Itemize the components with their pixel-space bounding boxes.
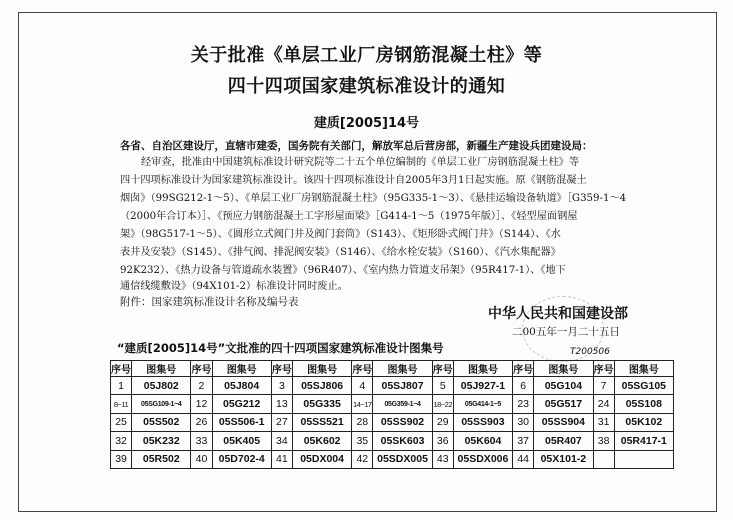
handwritten-mark: T200506 [570, 347, 610, 357]
set-number-cell: 42 [352, 450, 373, 468]
set-code-cell: 05SG105 [614, 377, 673, 395]
header-code: 图集号 [373, 361, 432, 377]
body-line-8: 通信线缆敷设》（94X101-2）标准设计同时废止。 [120, 281, 348, 292]
set-number-cell: 27 [271, 413, 292, 431]
header-no: 序号 [593, 361, 614, 377]
set-number-cell: 5 [432, 377, 453, 395]
header-code: 图集号 [212, 361, 271, 377]
set-number-cell: 18~22 [432, 395, 453, 413]
set-number-cell: 25 [111, 413, 132, 431]
set-number-cell: 39 [111, 450, 132, 468]
set-code-cell: 05SDX006 [453, 450, 512, 468]
set-code-cell: 05K602 [292, 432, 351, 450]
table-row [111, 413, 674, 431]
set-number-cell: 8~11 [111, 395, 132, 413]
set-number-cell: 32 [111, 432, 132, 450]
set-code-cell: 05S506-1 [212, 413, 271, 431]
set-number-cell: 37 [513, 432, 534, 450]
set-code-cell: 05SK603 [373, 432, 432, 450]
table-row [111, 450, 674, 468]
body-line-4: （2000年合订本）］、《预应力钢筋混凝土工字形屋面梁》［G414-1～5（1975年版）］、《轻型屋面钢屋 [120, 211, 578, 222]
set-number-cell: 33 [191, 432, 212, 450]
set-code-cell: 05G104 [534, 377, 593, 395]
set-code-cell: 05J927-1 [453, 377, 512, 395]
set-number-cell: 44 [513, 450, 534, 468]
set-code-cell: 05K232 [132, 432, 191, 450]
signature-organization: 中华人民共和国建设部 [488, 306, 628, 322]
set-code-cell: 05G359-1~4 [373, 395, 432, 413]
notice-title-line-1: 关于批准《单层工业厂房钢筋混凝土柱》等 [190, 45, 543, 66]
header-code: 图集号 [534, 361, 593, 377]
set-number-cell: 12 [191, 395, 212, 413]
set-number-cell: 24 [593, 395, 614, 413]
set-number-cell: 4 [352, 377, 373, 395]
set-code-cell: 05SJ806 [292, 377, 351, 395]
document-number: 建质[2005]14号 [313, 116, 420, 131]
set-code-cell: 05K102 [614, 413, 673, 431]
header-code: 图集号 [132, 361, 191, 377]
addressee-line: 各省、自治区建设厅，直辖市建委，国务院有关部门，解放军总后营房部，新疆生产建设兵团建设局： [120, 140, 593, 152]
set-code-cell: 05S502 [132, 413, 191, 431]
table-row [111, 377, 674, 395]
body-line-2: 四十四项标准设计为国家建筑标准设计。该四十四项标准设计自2005年3月1日起实施。原《钢筋混凝土 [120, 175, 587, 186]
set-number-cell: 1 [111, 377, 132, 395]
set-code-cell: 05D702-4 [212, 450, 271, 468]
set-number-cell: 14~17 [352, 395, 373, 413]
set-number-cell: 2 [191, 377, 212, 395]
table-title: “建质[2005]14号”文批准的四十四项国家建筑标准设计图集号 [117, 341, 444, 355]
set-code-cell: 05S108 [614, 395, 673, 413]
header-no: 序号 [111, 361, 132, 377]
set-number-cell: 38 [593, 432, 614, 450]
set-number-cell: 30 [513, 413, 534, 431]
set-code-cell: 05X101-2 [534, 450, 593, 468]
set-code-cell: 05G212 [212, 395, 271, 413]
set-code-cell: 05G414-1~5 [453, 395, 512, 413]
set-number-cell: 6 [513, 377, 534, 395]
set-code-cell: 05SG109-1~4 [132, 395, 191, 413]
set-number-cell: 29 [432, 413, 453, 431]
set-code-cell: 05SS902 [373, 413, 432, 431]
set-number-cell [593, 450, 614, 468]
set-code-cell: 05SS521 [292, 413, 351, 431]
set-number-cell: 23 [513, 395, 534, 413]
set-code-cell: 05R417-1 [614, 432, 673, 450]
body-line-6: 表井及安装》（S145）、《排气阀、排泥阀安装》（S146）、《给水栓安装》（S160）、《汽水集配器》 [120, 247, 561, 258]
header-code: 图集号 [453, 361, 512, 377]
table-row [111, 395, 674, 413]
set-number-cell: 13 [271, 395, 292, 413]
body-line-3: 烟囱》（99SG212-1～5）、《单层工业厂房钢筋混凝土柱》（95G335-1～3）、《悬挂运输设备轨道》［G359-1～4 [120, 193, 627, 204]
set-code-cell: 05K405 [212, 432, 271, 450]
body-line-7: 92K232）、《热力设备与管道疏水装置》（96R407）、《室内热力管道支吊架》（95R417-1）、《地下 [120, 265, 566, 276]
notice-title-line-2: 四十四项国家建筑标准设计的通知 [227, 76, 506, 97]
signature-date: 二00五年一月二十五日 [512, 326, 620, 338]
set-number-cell: 28 [352, 413, 373, 431]
standard-sets-table [110, 360, 674, 469]
body-line-5: 架》（98G517-1～5）、《圆形立式阀门井及阀门套筒》（S143）、《矩形卧式阀门井》（S144）、《水 [120, 229, 561, 240]
set-code-cell: 05SDX005 [373, 450, 432, 468]
set-number-cell: 7 [593, 377, 614, 395]
set-code-cell: 05J804 [212, 377, 271, 395]
set-number-cell: 35 [352, 432, 373, 450]
header-no: 序号 [271, 361, 292, 377]
set-number-cell: 36 [432, 432, 453, 450]
set-number-cell: 3 [271, 377, 292, 395]
set-number-cell: 26 [191, 413, 212, 431]
set-code-cell: 05SS903 [453, 413, 512, 431]
set-code-cell [614, 450, 673, 468]
set-number-cell: 43 [432, 450, 453, 468]
set-number-cell: 41 [271, 450, 292, 468]
set-number-cell: 34 [271, 432, 292, 450]
header-no: 序号 [191, 361, 212, 377]
set-code-cell: 05G335 [292, 395, 351, 413]
set-code-cell: 05G517 [534, 395, 593, 413]
set-code-cell: 05K604 [453, 432, 512, 450]
header-code: 图集号 [614, 361, 673, 377]
set-code-cell: 05SJ807 [373, 377, 432, 395]
attachment-line: 附件：国家建筑标准设计名称及编号表 [120, 296, 299, 308]
set-code-cell: 05SS904 [534, 413, 593, 431]
set-number-cell: 40 [191, 450, 212, 468]
table-header-row [111, 361, 674, 377]
header-code: 图集号 [292, 361, 351, 377]
set-number-cell: 31 [593, 413, 614, 431]
table-row [111, 432, 674, 450]
set-code-cell: 05J802 [132, 377, 191, 395]
set-code-cell: 05DX004 [292, 450, 351, 468]
set-code-cell: 05R502 [132, 450, 191, 468]
header-no: 序号 [352, 361, 373, 377]
header-no: 序号 [513, 361, 534, 377]
body-line-1: 经审查，批准由中国建筑标准设计研究院等二十五个单位编制的《单层工业厂房钢筋混凝土柱》等 [141, 157, 580, 168]
header-no: 序号 [432, 361, 453, 377]
set-code-cell: 05R407 [534, 432, 593, 450]
